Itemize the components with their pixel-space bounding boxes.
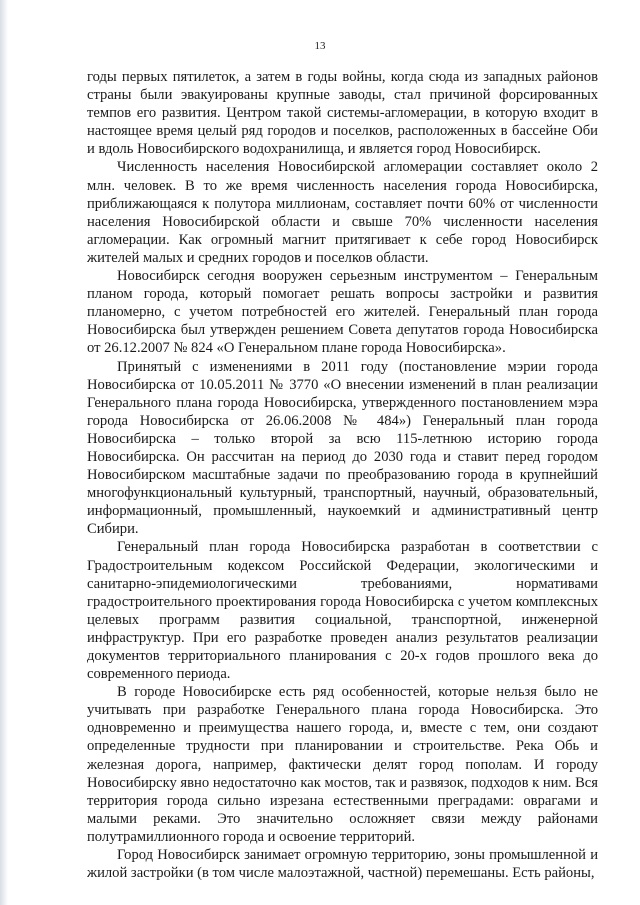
paragraph-population: Численность населения Новосибирской агломерации составляет около 2 млн. человек. В то же время численность населения города Новосибирска, приближающаяся к полутора миллионам, составляет почти 60% от численности населения Новосибирской области и свыше 70% численности населения агломерации. Как огромный магнит притягивает к себе город Новосибирск жителей малых и средних городов и поселков области. <box>87 159 598 266</box>
paragraph-continuation: годы первых пятилеток, а затем в годы войны, когда сюда из западных районов страны были эвакуированы крупные заводы, стал причиной форсированных темпов его развития. Центром такой системы-агломерации, в которую входит в настоящее время целый ряд городов и поселков, расположенных в бассейне Оби и вдоль Новосибирского водохранилища, и является город Новосибирск. <box>87 69 598 158</box>
page-number: 13 <box>314 40 326 52</box>
paragraph-territory: Город Новосибирск занимает огромную территорию, зоны промышленной и жилой застройки (в том числе малоэтажной, частной) перемешаны. Есть районы, <box>87 847 598 882</box>
paragraph-city-features: В городе Новосибирске есть ряд особенностей, которые нельзя было не учитывать при разработке Генерального плана города Новосибирска. Это одновременно и преимущества нашего города, и, вместе с тем, они создают определенные трудности при планировании и строительстве. Река Обь и железная дорога, например, фактически делят город пополам. И городу Новосибирску явно недостаточно как мостов, так и развязок, подходов к ним. Вся территория города сильно изрезана естественными преградами: оврагами и малыми реками. Это значительно осложняет связи между районами полутрамиллионного города и освоение территорий. <box>87 684 598 845</box>
paragraph-plan-development: Генеральный план города Новосибирска разработан в соответствии с Градостроительным кодексом Российской Федерации, экологическими и санитарно-эпидемиологическими требованиями, нормативами градостроительного проектирования города Новосибирска с учетом комплексных целевых программ развития социальной, транспортной, инженерной инфраструктур. При его разработке проведен анализ результатов реализации документов территориального планирования с 20-х годов прошлого века до современного периода. <box>87 539 598 683</box>
document-body <box>87 68 598 882</box>
paragraph-plan-changes: Принятый с изменениями в 2011 году (постановление мэрии города Новосибирска от 10.05.2011 № 3770 «О внесении изменений в план реализации Генерального плана города Новосибирска, утвержденного постановлением мэра города Новосибирска от 26.06.2008 № 484») Генеральный план города Новосибирска – только второй за всю 115-летнюю историю города Новосибирска. Он рассчитан на период до 2030 года и ставит перед городом Новосибирском масштабные задачи по преобразованию города в крупнейший многофункциональный культурный, транспортный, научный, образовательный, информационный, промышленный, наукоемкий и административный центр Сибири. <box>87 358 598 538</box>
paragraph-general-plan: Новосибирск сегодня вооружен серьезным инструментом – Генеральным планом города, который помогает решать вопросы застройки и развития планомерно, с учетом потребностей его жителей. Генеральный план города Новосибирска был утвержден решением Совета депутатов города Новосибирска от 26.12.2007 № 824 «О Генеральном плане города Новосибирска». <box>87 268 598 357</box>
page-edge-shadow <box>0 0 8 905</box>
